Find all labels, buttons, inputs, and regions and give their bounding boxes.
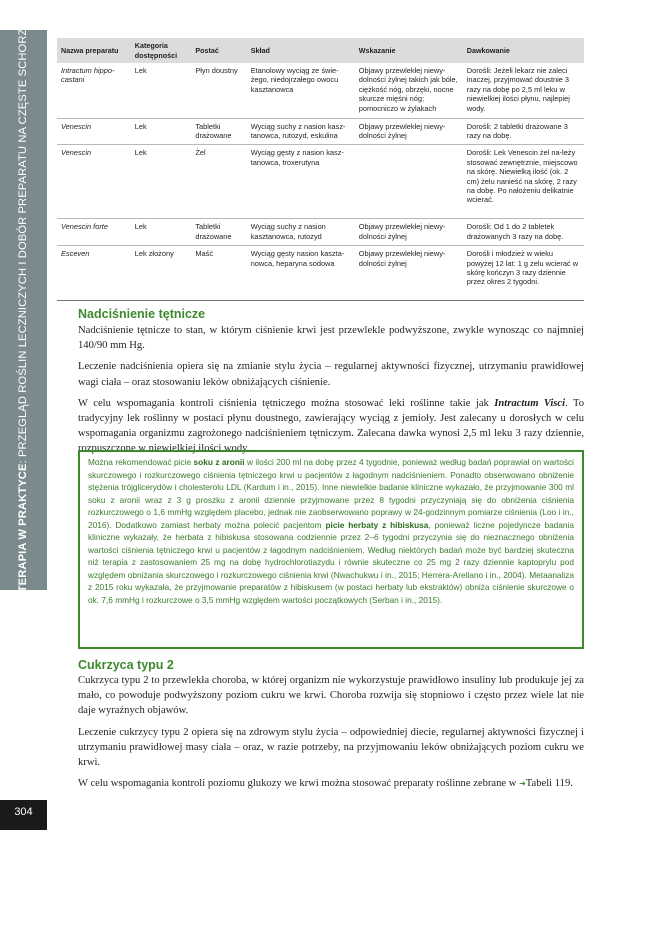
table-cell [355, 145, 463, 219]
table-cell: Dorośli: Lek Venescin żel na-leży stosować zewnętrznie, miejscowo na skórę. Niewielką ilość (ok. 2 cm) żelu nanieść na skórę, 2 razy na dobę. Po nałożeniu delikatnie wcierać. [463, 145, 584, 219]
table-cell: Objawy przewlekłej niewy-dolności żylnej [355, 246, 463, 301]
table-cell: Dorośli: 2 tabletki drażowane 3 razy na dobę. [463, 118, 584, 145]
page-number: 304 [14, 806, 33, 818]
table-header: Kategoria dostępności [131, 38, 192, 63]
section-body-diabetes [78, 673, 584, 797]
table-header: Wskazanie [355, 38, 463, 63]
text-span: , ponieważ liczne pojedyncze badania kliniczne wykazały, że herbata z hibiskusa stosowana codziennie przez 2–6 tygodni przyczynia się do nieznacznego obniżenia wartości ciśnienia tętniczego krwi u pacjentów z łagodnym nadciśnieniem. Według niektórych badań może być bardziej skuteczna niż terapia z zastosowaniem 25 mg na dobę hydrochlorotiazydu i równie skuteczne co 25 mg 2 razy dziennie kaptoprylu pod względem obniżania skurczowego i rozkurczowego ciśnienia krwi (Nwachukwu i in., 2015; Herrera-Arellano i in., 2004). Metaanaliza z 2015 roku wykazała, że przyjmowanie preparatów z hibiskusem (w postaci herbaty lub ekstraktów) obniża ciśnienie skurczowe o ok. 7,6 mmHg i rozkurczowe o 3,5 mmHg względem wartości początkowych (Serban i in., 2015). [88, 519, 574, 606]
table-cell: Dorośli: Jeżeli lekarz nie zaleci inaczej, przyjmować doustnie 3 razy na dobę po 2,5 ml leku w niewielkiej ilości płynu, najlepiej wody. [463, 63, 584, 118]
table-cell: Tabletki drażowane [191, 219, 246, 246]
text-span: W celu wspomagania kontroli ciśnienia tętniczego można stosować leki roślinne takie jak [78, 397, 495, 409]
table-cell: Etanolowy wyciąg ze świe-żego, niedojrzałego owocu kasztanowca [247, 63, 355, 118]
table-cell: Wyciąg suchy z nasion kasz-tanowca, rutozyd, eskulina [247, 118, 355, 145]
text-span: W celu wspomagania kontroli poziomu glukozy we krwi można stosować preparaty roślinne zebrane w [78, 778, 520, 790]
table-cell: Objawy przewlekłej niewy-dolności żylnej takich jak bóle, ciężkość nóg, obrzęki, nocne skurcze mięśni nóg; pomocniczo w żylakach [355, 63, 463, 118]
paragraph [78, 396, 584, 457]
table-cell: Venescin forte [57, 219, 131, 246]
side-bar [0, 0, 47, 945]
drug-name: Intractum Visci [494, 397, 566, 409]
table-cell: Wyciąg suchy z nasion kasztanowca, rutozyd [247, 219, 355, 246]
table-row [57, 118, 584, 145]
paragraph [78, 776, 584, 791]
table-row [57, 63, 584, 118]
table-header: Skład [247, 38, 355, 63]
paragraph: Cukrzyca typu 2 to przewlekła choroba, w której organizm nie wykorzystuje prawidłowo insuliny lub produkuje jej za mało, co powoduje podwyższony poziom cukru we krwi. Choroba rozwija się stopniowo i często przez wiele lat nie daje wyraźnych objawów. [78, 675, 584, 717]
text-span: Można rekomendować picie [88, 457, 194, 467]
table-cell: Maść [191, 246, 246, 301]
table-header-row [57, 38, 584, 63]
highlight-term: soku z aronii [193, 457, 245, 467]
section-heading-hypertension: Nadciśnienie tętnicze [78, 307, 206, 321]
table-row [57, 145, 584, 219]
table-header: Nazwa preparatu [57, 38, 131, 63]
preparations-table [57, 38, 584, 301]
section-heading-diabetes: Cukrzyca typu 2 [78, 658, 174, 672]
table-header: Dawkowanie [463, 38, 584, 63]
table-cell: Objawy przewlekłej niewy-dolności żylnej [355, 118, 463, 145]
table-cell: Dorośli: Od 1 do 2 tabletek drażowanych 3 razy na dobę. [463, 219, 584, 246]
table-cell: Esceven [57, 246, 131, 301]
text-span: . To tradycyjny lek roślinny w postaci płynu doustnego, zawierający wyciąg z jemioły. Jest zalecany u dorosłych w celu wspomagania organizmu zagrożonego nadciśnieniem tętniczym. Zalecana dawka wynosi 2,5 ml leku 3 razy dziennie, rozpuszczone w niewielkiej ilości wody. [78, 397, 584, 455]
running-header [17, 2, 29, 618]
recommendation-box [78, 450, 584, 649]
table-row [57, 246, 584, 301]
table-cell: Lek złożony [131, 246, 192, 301]
table-cell: Żel [191, 145, 246, 219]
text-span: w ilości 200 ml na dobę przez 4 tygodnie, ponieważ według badań poprawiał on wartości skurczowego i rozkurczowego ciśnienia tętniczego krwi u pacjentów z łagodnym nadciśnieniem. Ponadto obserwowano obniżenie stężenia trójglicerydów i cholesterolu LDL (Kardum i in., 2015). Inne niewielkie badanie kliniczne wykazało, że przyjmowanie 300 ml soku z aronii wraz z 3 g proszku z aronii dziennie przyjmowane przez 8 tygodni przyczyniają się do obniżenia ciśnienia rozkurczowego o 1,6 mmHg względem placebo, jednak nie zaobserwowano poprawy w 24-godzinnym pomiarze ciśnienia (Loo i in., 2016). Dodatkowo zamiast herbaty można polecić pacjentom [88, 457, 574, 530]
table-cell: Intractum hippo-castani [57, 63, 131, 118]
table-cell: Lek [131, 219, 192, 246]
paragraph: Leczenie nadciśnienia opiera się na zmianie stylu życia – regularnej aktywności fizycznej, utrzymaniu prawidłowej wagi ciała – oraz stosowaniu leków obniżających ciśnienie. [78, 361, 584, 388]
table-cell: Objawy przewlekłej niewy-dolności żylnej [355, 219, 463, 246]
section-body-hypertension [78, 323, 584, 463]
table-cell: Dorośli i młodzież w wieku powyżej 12 lat: 1 g żelu wcierać w skórę kończyn 3 razy dziennie przez okres 2 tygodni. [463, 246, 584, 301]
table-header: Postać [191, 38, 246, 63]
table-reference[interactable]: Tabeli 119. [525, 778, 573, 790]
table-cell: Lek [131, 145, 192, 219]
paragraph: Nadciśnienie tętnicze to stan, w którym ciśnienie krwi jest przewlekle podwyższone, zwykle wynosząc co najmniej 140/90 mm Hg. [78, 325, 584, 352]
arrow-icon: ➜ [519, 779, 526, 789]
table-cell: Wyciąg gęsty z nasion kasz-tanowca, troxerutyna [247, 145, 355, 219]
table-cell: Lek [131, 63, 192, 118]
highlight-term: picie herbaty z hibiskusa [325, 519, 429, 530]
table-cell: Wyciąg gęsty nasion kaszta-nowca, heparyna sodowa [247, 246, 355, 301]
table-cell: Venescin [57, 145, 131, 219]
paragraph: Leczenie cukrzycy typu 2 opiera się na zdrowym stylu życia – odpowiedniej diecie, regularnej aktywności fizycznej i utrzymaniu prawidłowej masy ciała – oraz, w razie potrzeby, na przyjmowaniu leków obniżających poziom cukru we krwi. [78, 726, 584, 769]
table-row [57, 219, 584, 246]
table-cell: Tabletki drażowane [191, 118, 246, 145]
table-cell: Venescin [57, 118, 131, 145]
running-header-rest: : PRZEGLĄD ROŚLIN LECZNICZYCH I DOBÓR PREPARATU NA CZĘSTE SCHORZENIA [17, 2, 29, 464]
running-header-bold: FITOTERAPIA W PRAKTYCE [17, 463, 29, 618]
table-cell: Płyn doustny [191, 63, 246, 118]
table-cell: Lek [131, 118, 192, 145]
box-text [88, 456, 574, 607]
